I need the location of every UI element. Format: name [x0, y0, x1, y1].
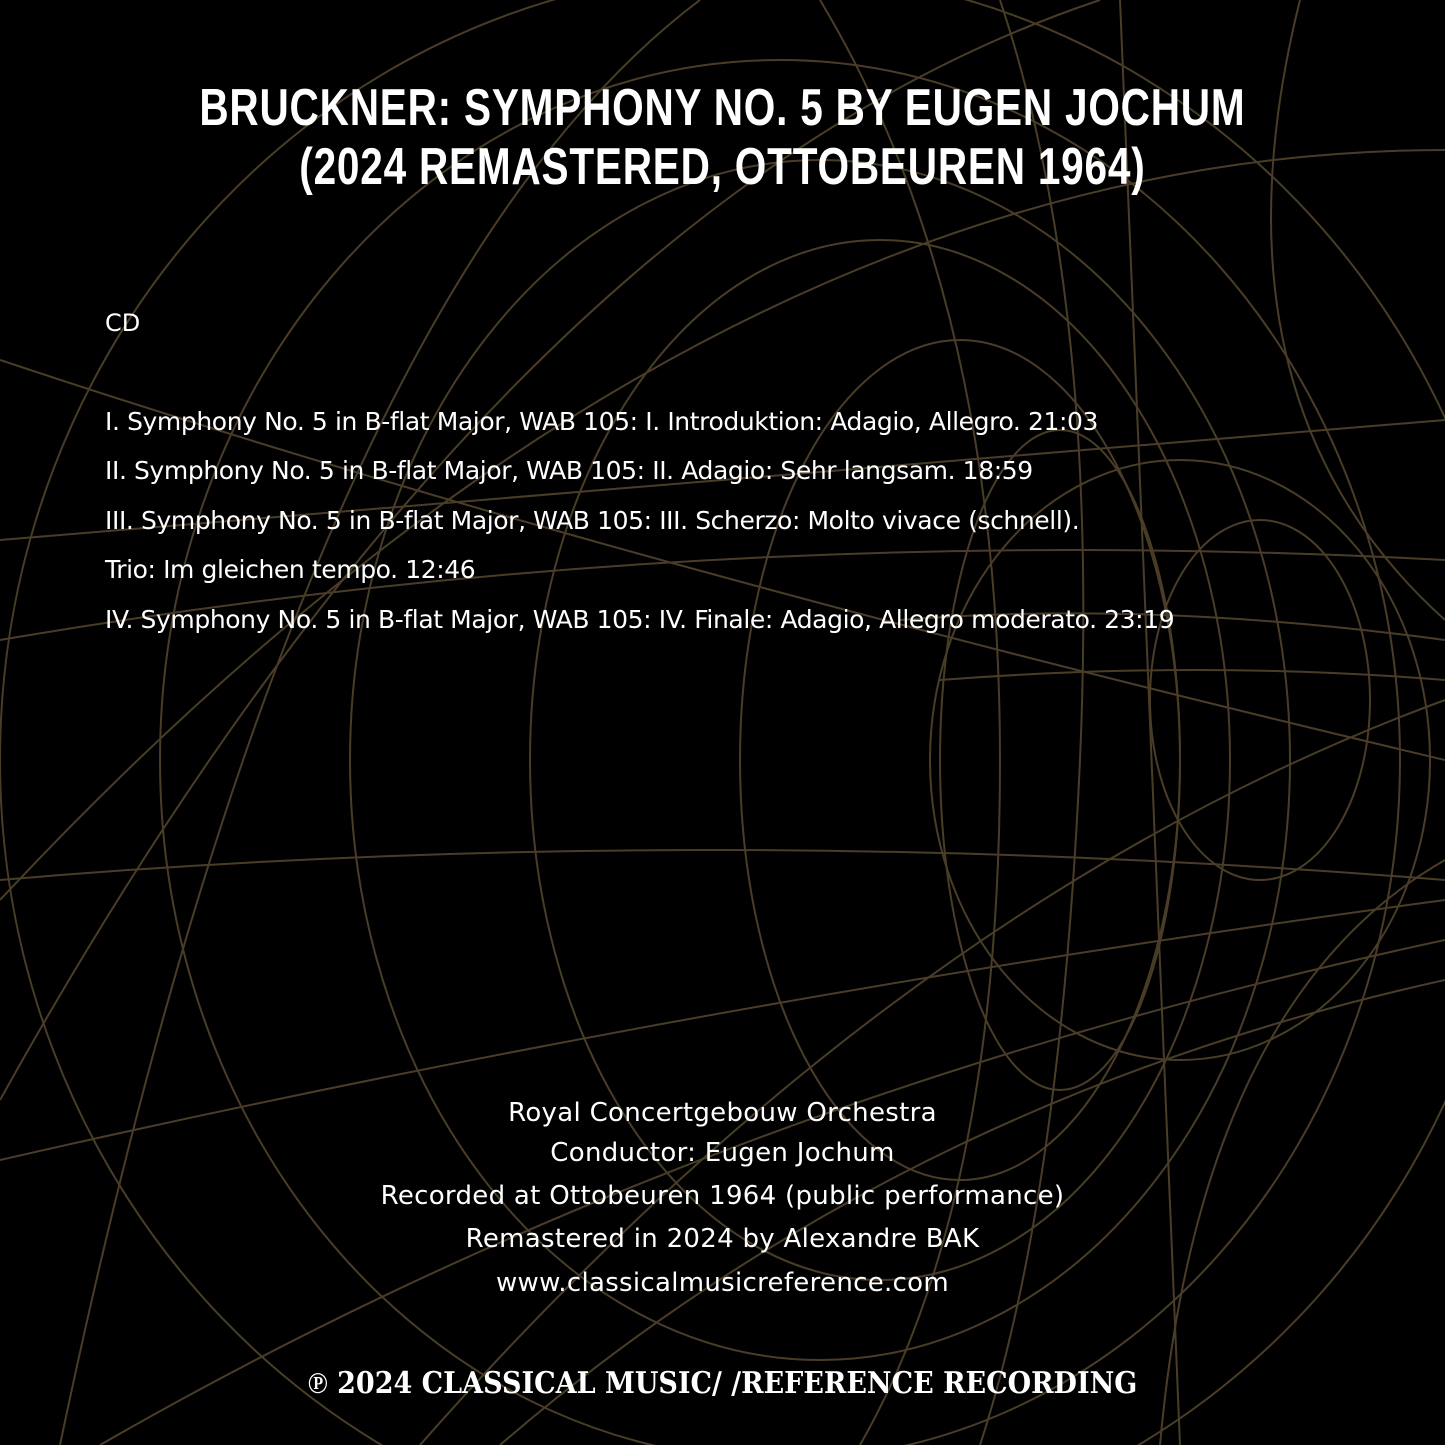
medium-label: CD	[105, 309, 141, 337]
credit-remastered: Remastered in 2024 by Alexandre BAK	[465, 1224, 980, 1254]
track-3: III. Symphony No. 5 in B-flat Major, WAB 105: III. Scherzo: Molto vivace (schnell).	[105, 506, 1080, 535]
track-1: I. Symphony No. 5 in B-flat Major, WAB 105: I. Introduktion: Adagio, Allegro. 21:03	[105, 407, 1099, 436]
track-4: IV. Symphony No. 5 in B-flat Major, WAB 105: IV. Finale: Adagio, Allegro moderato. 23:19	[105, 605, 1175, 634]
copyright-notice: ℗ 2024 CLASSICAL MUSIC/ /REFERENCE RECORDING	[307, 1366, 1138, 1401]
credit-orchestra: Royal Concertgebouw Orchestra	[508, 1098, 937, 1128]
album-title-line-2: (2024 REMASTERED, OTTOBEUREN 1964)	[299, 138, 1146, 196]
credit-website: www.classicalmusicreference.com	[495, 1268, 949, 1298]
credit-conductor: Conductor: Eugen Jochum	[550, 1138, 895, 1168]
track-2: II. Symphony No. 5 in B-flat Major, WAB 105: II. Adagio: Sehr langsam. 18:59	[105, 456, 1033, 485]
track-3-continued: Trio: Im gleichen tempo. 12:46	[105, 555, 476, 584]
credit-recorded: Recorded at Ottobeuren 1964 (public performance)	[380, 1181, 1065, 1211]
album-title-line-1: BRUCKNER: SYMPHONY NO. 5 BY EUGEN JOCHUM	[199, 79, 1246, 137]
